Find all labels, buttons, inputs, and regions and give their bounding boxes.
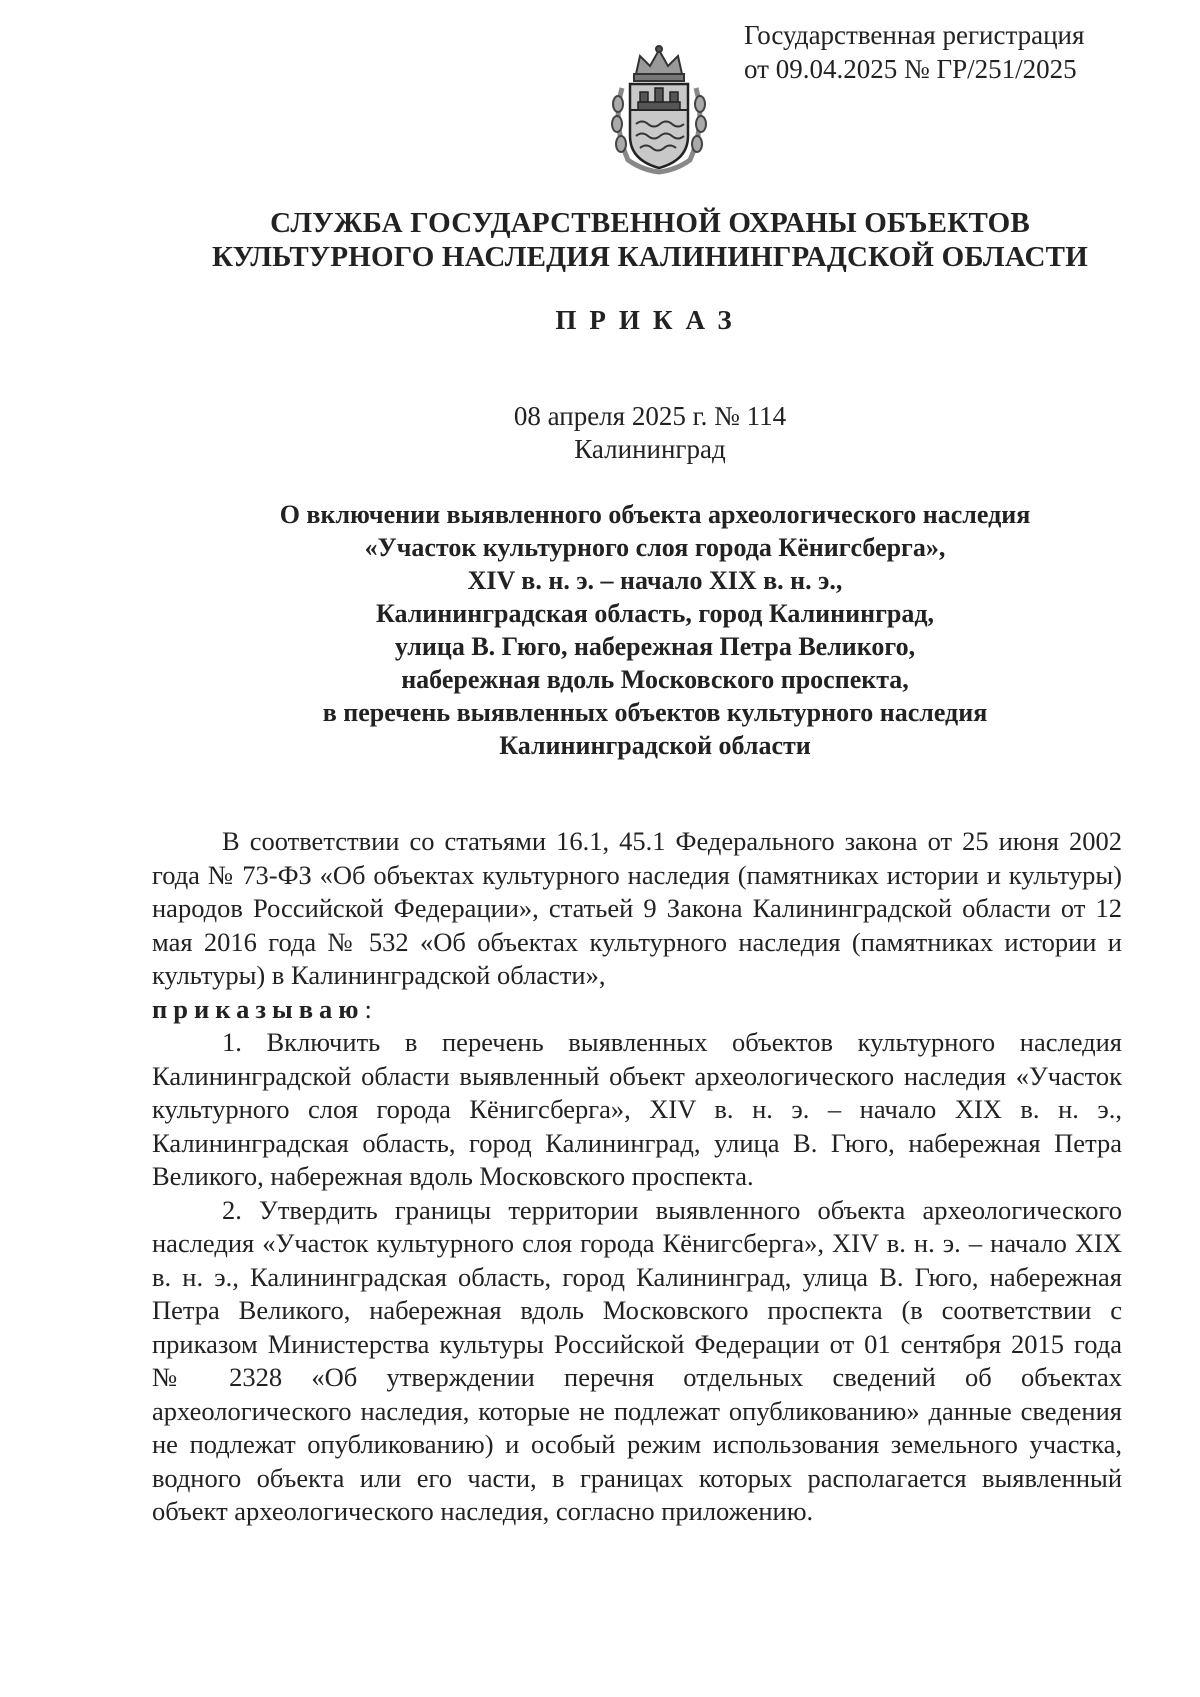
order-word: приказываю: [152, 993, 365, 1024]
order-body: [152, 825, 1122, 1529]
organization-line-1: СЛУЖБА ГОСУДАРСТВЕННОЙ ОХРАНЫ ОБЪЕКТОВ: [270, 207, 1030, 239]
date-block: [0, 400, 1200, 466]
order-item-2: 2. Утвердить границы территории выявленного объекта археологического наследия «Участок культурного слоя города Кёнигсберга», XIV в. н. э. – начало XIX в. н. э., Калининградская область, город Калининград, улица В. Гюго, набережная Петра Великого, набережная вдоль Московского проспекта (в соответствии с приказом Министерства культуры Российской Федерации от 01 сентября 2015 года № 2328 «Об утверждении перечня отдельных сведений об объектах археологического наследия, которые не подлежат опубликованию» данные сведения не подлежат опубликованию) и особый режим использования земельного участка, водного объекта или его части, в границах которых располагается выявленный объект археологического наследия, согласно приложению.: [152, 1194, 1122, 1526]
order-colon: :: [364, 993, 372, 1024]
registration-line-1: Государственная регистрация: [744, 20, 1085, 50]
subject-line: набережная вдоль Московского проспекта,: [401, 665, 909, 694]
date-number: 08 апреля 2025 г. № 114: [513, 401, 787, 431]
subject-line: Калининградской области: [499, 731, 811, 760]
subject-line: XIV в. н. э. – начало XIX в. н. э.,: [467, 566, 843, 595]
preamble-paragraph: [152, 825, 1122, 993]
subject-line: О включении выявленного объекта археологического наследия: [279, 500, 1031, 529]
document-type: ПРИКАЗ: [555, 305, 745, 335]
preamble-text: В соответствии со статьями 16.1, 45.1 Федерального закона от 25 июня 2002 года № 73-ФЗ «Об объектах культурного наследия (памятниках истории и культуры) народов Российской Федерации», статьей 9 Закона Калининградской области от 12 мая 2016 года № 532 «Об объектах культурного наследия (памятниках истории и культуры) в Калининградской области»,: [152, 826, 1122, 990]
order-word-paragraph: [152, 993, 1122, 1027]
city-name: Калининград: [574, 434, 726, 464]
registration-stamp: [744, 18, 1174, 86]
order-subject: [0, 498, 1200, 762]
registration-line-2: от 09.04.2025 № ГР/251/2025: [744, 54, 1077, 84]
subject-line: в перечень выявленных объектов культурного наследия: [322, 698, 988, 727]
subject-line: Калининградская область, город Калининград,: [375, 599, 935, 628]
organization-line-2: КУЛЬТУРНОГО НАСЛЕДИЯ КАЛИНИНГРАДСКОЙ ОБЛАСТИ: [212, 241, 1088, 273]
subject-line: «Участок культурного слоя города Кёнигсберга»,: [364, 533, 946, 562]
order-item-1: 1. Включить в перечень выявленных объектов культурного наследия Калининградской области выявленный объект археологического наследия «Участок культурного слоя города Кёнигсберга», XIV в. н. э. – начало XIX в. н. э., Калининградская область, город Калининград, улица В. Гюго, набережная Петра Великого, набережная вдоль Московского проспекта.: [152, 1027, 1122, 1191]
subject-line: улица В. Гюго, набережная Петра Великого,: [394, 632, 916, 661]
coat-of-arms-icon: [606, 44, 712, 176]
organization-name: [0, 206, 1200, 274]
